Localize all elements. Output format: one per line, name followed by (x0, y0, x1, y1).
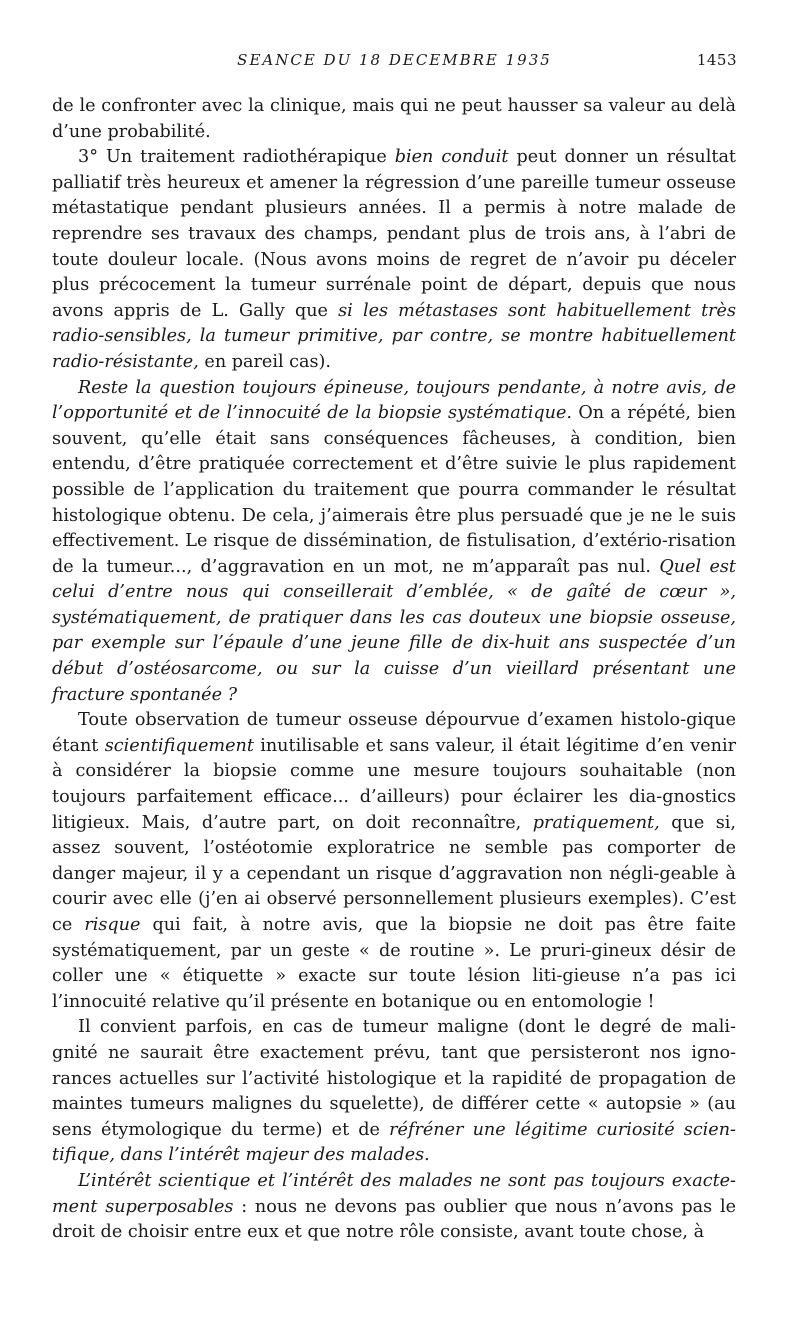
text-segment: de le confronter avec la clinique, mais qui ne peut hausser sa valeur au delà d’une probabilité. (52, 96, 736, 142)
text-segment: que si, assez souvent, l’ostéotomie exploratrice ne semble pas comporter de danger majeur, il y a cependant un risque d’aggravation non négli-geable à courir avec elle (j’en ai observé personnellement plusieurs exemples). C’est ce (52, 812, 736, 935)
paragraph-5 (52, 1015, 736, 1169)
italic-segment: risque (84, 915, 141, 935)
paragraph-1 (52, 94, 736, 145)
text-segment: On a répété, bien souvent, qu’elle était sans conséquences fâcheuses, à condition, bien entendu, d’être pratiquée correctement et d’être suivie le plus rapidement possible de l’application du traitement que pourra commander le résultat histologique obtenu. De cela, j’aimerais être plus persuadé que je ne le suis effectivement. Le risque de dissémination, de fistulisation, d’extério-risation de la tumeur..., d’aggravation en un mot, ne m’apparaît pas nul. (52, 403, 736, 577)
body-text (52, 94, 736, 1246)
italic-segment: bien conduit (394, 147, 509, 168)
paragraph-3 (52, 376, 736, 709)
text-segment: en pareil cas). (198, 351, 331, 372)
italic-segment: si les métastases sont habituellement très radio-sensibles, la tumeur primitive, par contre, se montre habituellement radio-résistante, (52, 300, 736, 372)
text-segment: : nous ne devons pas oublier que nous n’avons pas le droit de choisir entre eux et que notre rôle consiste, avant toute chose, à (52, 1196, 736, 1243)
italic-segment: L’intérêt scientique et l’intérêt des malades ne sont pas toujours exacte-ment superposables (52, 1170, 736, 1217)
italic-segment: pratiquement, (532, 812, 660, 833)
text-segment: qui fait, à notre avis, que la biopsie ne doit pas être faite systématiquement, par un geste « de routine ». Le pruri-gineux désir de coller une « étiquette » exacte sur toute lésion liti-gieuse n’a pas ici l’innocuité relative qu’il présente en botanique ou en entomologie ! (52, 915, 737, 1012)
italic-segment: Quel est celui d’entre nous qui conseillerait d’emblée, « de gaîté de cœur », systématiquement, de pratiquer dans les cas douteux une biopsie osseuse, par exemple sur l’épaule d’une jeune fille de dix-huit ans suspectée d’un début d’ostéosarcome, ou sur la cuisse d’un vieillard présentant une fracture spontanée ? (52, 556, 736, 705)
text-segment: inutilisable et sans valeur, il était légitime d’en venir à considérer la biopsie comme une mesure toujours souhaitable (non toujours parfaitement efficace... d’ailleurs) pour éclairer les dia-gnostics litigieux. Mais, d’autre part, on doit reconnaître, (52, 735, 736, 833)
paragraph-6 (52, 1169, 736, 1246)
running-head (52, 51, 737, 75)
text-segment: 3° Un traitement radiothérapique (78, 147, 395, 168)
italic-segment: Reste la question toujours épineuse, toujours pendante, à notre avis, de l’opportunité et de l’innocuité de la biopsie systématique. (52, 377, 736, 424)
italic-segment: scientifiquement (104, 735, 254, 756)
text-segment: Toute observation de tumeur osseuse dépourvue d’examen histolo-gique étant (52, 710, 736, 756)
italic-segment: réfréner une légitime curiosité scien-tifique, dans l’intérêt majeur des malades. (52, 1119, 736, 1166)
paragraph-4 (52, 708, 736, 1015)
page-number: 1453 (696, 51, 737, 69)
running-title: SEANCE DU 18 DECEMBRE 1935 (237, 51, 552, 69)
paragraph-2 (52, 145, 736, 375)
text-segment: peut donner un résultat palliatif très heureux et amener la régression d’une pareille tumeur osseuse métastatique pendant plusieurs années. Il a permis à notre malade de reprendre ses travaux des champs, pendant plus de trois ans, à l’abri de toute douleur locale. (Nous avons moins de regret de n’avoir pu déceler plus précocement la tumeur surrénale point de départ, depuis que nous avons appris de L. Gally que (52, 147, 737, 321)
text-segment: Il convient parfois, en cas de tumeur maligne (dont le degré de mali-gnité ne saurait être exactement prévu, tant que persisteront nos igno-rances actuelles sur l’activité histologique et la rapidité de propagation de maintes tumeurs malignes du squelette), de différer cette « autopsie » (au sens étymologique du terme) et de (52, 1017, 736, 1140)
